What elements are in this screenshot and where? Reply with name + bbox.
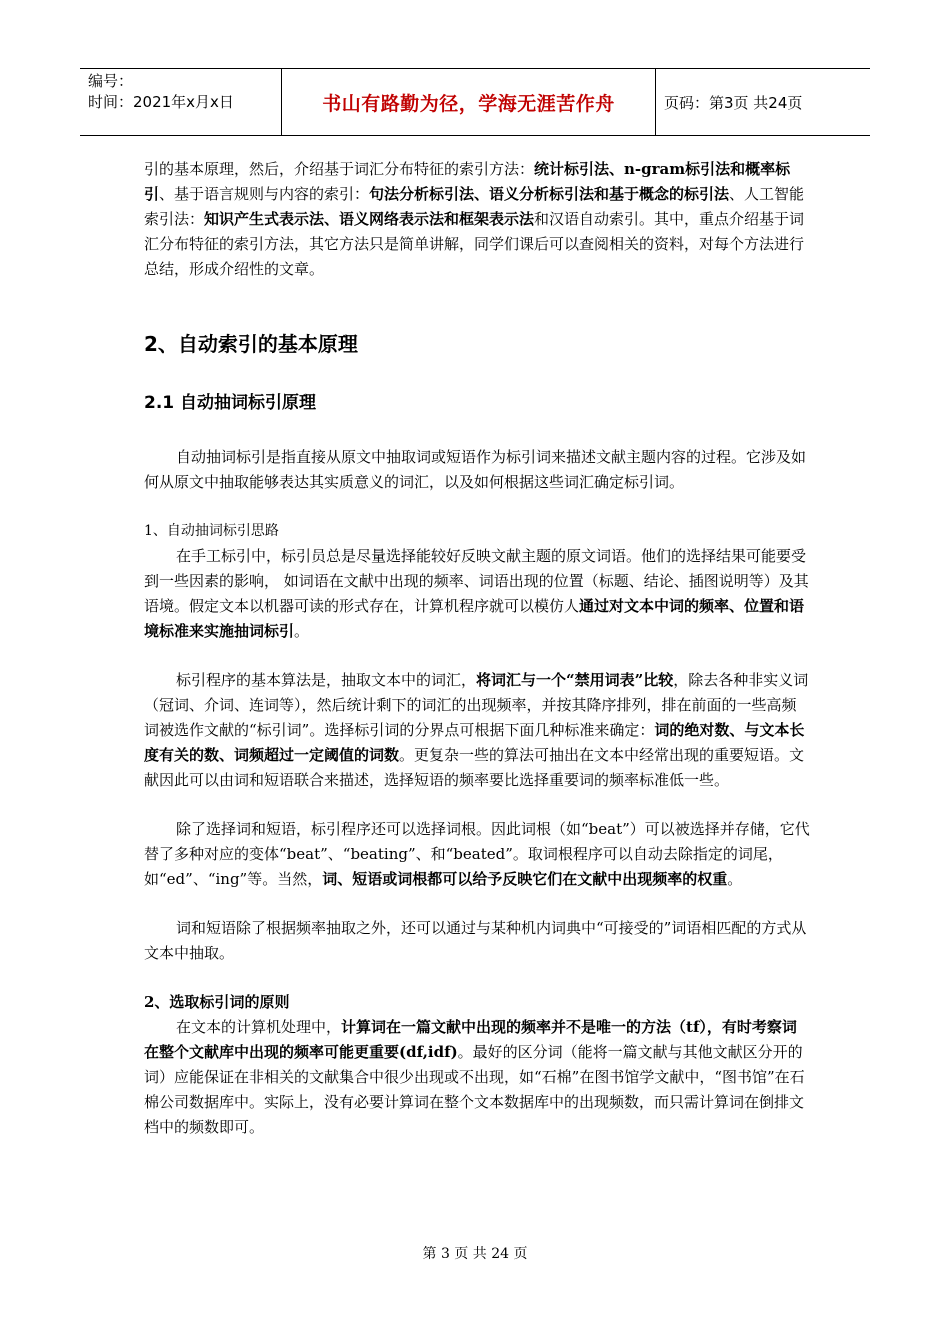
intro-paragraph [144,157,810,282]
paragraph: 词和短语除了根据频率抽取之外，还可以通过与某种机内词典中“可接受的”词语相匹配的方式从文本中抽取。 [144,919,807,962]
paragraph [144,544,810,644]
bold-text: 句法分析标引法、语义分析标引法和基于概念的标引法 [369,185,730,203]
bold-text: 词的绝对数、与文本长度有关的数、词频超过一定阈值的词数 [144,721,805,764]
bold-text: 将词汇与一个“禁用词表”比较 [476,671,674,689]
bold-text: 统计标引法、n-gram标引法和概率标引 [144,160,791,203]
page-header [80,68,870,136]
text: 。更复杂一些的算法可抽出在文本中经常出现的重要短语。文献因此可以由词和短语联合来描述，选择短语的频率要比选择重要词的频率标准低一些。 [144,746,805,789]
text: 引的基本原理，然后，介绍基于词汇分布特征的索引方法： [144,160,535,178]
text: 。最好的区分词（能将一篇文献与其他文献区分开的词）应能保证在非相关的文献集合中很少出现或不出现，如“石棉”在图书馆学文献中，“图书馆”在石棉公司数据库中。实际上，没有必要计算词在整个文本数据库中的出现频数，而只需计算词在倒排文档中的频数即可。 [144,1043,805,1136]
subsection-heading: 2.1 自动抽词标引原理 [144,393,317,413]
item-heading [144,990,810,1015]
text: 标引程序的基本算法是，抽取文本中的词汇， [176,671,477,689]
text: 。 [294,622,310,640]
paragraph [144,817,810,892]
paragraph: 自动抽词标引是指直接从原文中抽取词或短语作为标引词来描述文献主题内容的过程。它涉及如何从原文中抽取能够表达其实质意义的词汇，以及如何根据这些词汇确定标引词。 [144,448,807,491]
item-heading: 1、自动抽词标引思路 [144,523,279,539]
text: 在手工标引中，标引员总是尽量选择能较好反映文献主题的原文词语。他们的选择结果可能要受到一些因素的影响， 如词语在文献中出现的频率、词语出现的位置（标题、结论、插图说明等）及其语境。假定文本以机器可读的形式存在，计算机程序就可以模仿人 [144,547,809,615]
text: 、基于语言规则与内容的索引： [159,185,370,203]
header-meta [80,69,282,135]
text: 除了选择词和短语，标引程序还可以选择词根。因此词根（如“beat”）可以被选择并存储，它代替了多种对应的变体“beat”、“beating”、和“beated”。取词根程序可以自动去除指定的词尾，如“ed”、“ing”等。当然， [144,820,810,888]
header-number-label: 编号： [88,72,134,90]
text: ，除去各种非实义词（冠词、介词、连词等），然后统计剩下的词汇的出现频率，并按其降序排列，排在前面的一些高频词被选作文献的“标引词”。选择标引词的分界点可根据下面几种标准来确定： [144,671,809,739]
text: 。 [727,870,743,888]
text: 、人工智能索引法： [144,185,805,228]
header-motto: 书山有路勤为径，学海无涯苦作舟 [282,69,656,135]
document-body [144,157,810,1140]
bold-text: 2、选取标引词的原则 [144,993,290,1011]
section-heading: 2、自动索引的基本原理 [144,332,358,356]
text: 和汉语自动索引。其中，重点介绍基于词汇分布特征的索引方法，其它方法只是简单讲解，同学们课后可以查阅相关的资料，对每个方法进行总结，形成介绍性的文章。 [144,210,805,278]
bold-text: 知识产生式表示法、语义网络表示法和框架表示法 [204,210,535,228]
bold-text: 计算词在一篇文献中出现的频率并不是唯一的方法（tf），有时考察词在整个文献库中出现的频率可能更重要(df,idf) [144,1018,797,1061]
paragraph [144,668,810,793]
bold-text: 通过对文本中词的频率、位置和语境标准来实施抽词标引 [144,597,805,640]
header-page-info: 页码：第3页 共24页 [664,93,803,112]
text: 在文本的计算机处理中， [176,1018,342,1036]
bold-text: 词、短语或词根都可以给予反映它们在文献中出现频率的权重 [322,870,728,888]
paragraph [144,1015,810,1140]
page-footer: 第 3 页 共 24 页 [422,1246,528,1262]
header-time-label: 时间：2021年x月x日 [88,93,234,111]
